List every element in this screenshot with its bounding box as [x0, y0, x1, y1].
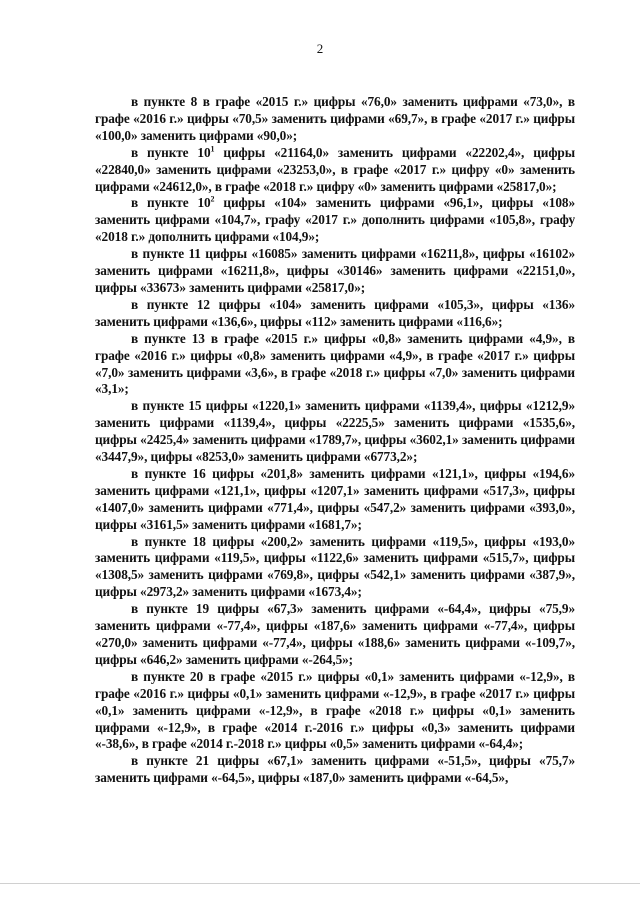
amendment-paragraph	[95, 94, 575, 145]
amendment-paragraph	[95, 466, 575, 534]
page-number: 2	[316, 41, 324, 56]
paragraph-text: в пункте 12 цифры «104» заменить цифрами «105,3», цифры «136» заменить цифрами «136,6», цифры «112» заменить цифрами «116,6»;	[95, 296, 575, 329]
paragraph-text: в пункте 21 цифры «67,1» заменить цифрами «-51,5», цифры «75,7» заменить цифрами «-64,5», цифры «187,0» заменить цифрами «-64,5»,	[95, 753, 575, 786]
paragraph-text-continued: цифры «21164,0» заменить цифрами «22202,4», цифры «22840,0» заменить цифрами «23253,0», в графе «2017 г.» цифру «0» заменить цифрами «24612,0», в графе «2018 г.» цифру «0» заменить цифрами «25817,0»;	[95, 144, 576, 194]
amendment-paragraph	[95, 297, 575, 331]
paragraph-text-continued: цифры «104» заменить цифрами «96,1», цифры «108» заменить цифрами «104,7», графу «2017 г.» дополнить цифрами «105,8», графу «2018 г.» дополнить цифрами «104,9»;	[95, 195, 575, 245]
paragraph-text: в пункте 18 цифры «200,2» заменить цифрами «119,5», цифры «193,0» заменить цифрами «119,5», цифры «1122,6» заменить цифрами «515,7», цифры «1308,5» заменить цифрами «769,8», цифры «542,1» заменить цифрами «387,9», цифры «2973,2» заменить цифрами «1673,4»;	[95, 533, 575, 600]
point-superscript: 2	[210, 195, 215, 205]
amendment-paragraph	[95, 669, 575, 754]
amendment-paragraph	[95, 534, 575, 602]
amendment-paragraph	[95, 195, 575, 246]
paragraph-text: в пункте 20 в графе «2015 г.» цифры «0,1» заменить цифрами «-12,9», в графе «2016 г.» цифры «0,1» заменить цифрами «-12,9», в графе «2017 г.» цифры «0,1» заменить цифрами «-12,9», в графе «2018 г.» цифры «0,1» заменить цифрами «-12,9», в графе «2014 г.-2016 г.» цифры «0,3» заменить цифрами «-38,6», в графе «2014 г.-2018 г.» цифры «0,5» заменить цифрами «-64,4»;	[95, 668, 575, 752]
page-bottom-edge	[0, 883, 640, 884]
paragraph-text: в пункте 19 цифры «67,3» заменить цифрами «-64,4», цифры «75,9» заменить цифрами «-77,4», цифры «187,6» заменить цифрами «-77,4», цифры «270,0» заменить цифрами «-77,4», цифры «188,6» заменить цифрами «-109,7», цифры «646,2» заменить цифрами «-264,5»;	[95, 601, 575, 667]
amendment-paragraph	[95, 246, 575, 297]
point-superscript: 1	[210, 144, 215, 154]
amendment-paragraph	[95, 331, 575, 399]
paragraph-text: в пункте 15 цифры «1220,1» заменить цифрами «1139,4», цифры «1212,9» заменить цифрами «1139,4», цифры «2225,5» заменить цифрами «1535,6», цифры «2425,4» заменить цифрами «1789,7», цифры «3602,1» заменить цифрами «3447,9», цифры «8253,0» заменить цифрами «6773,2»;	[95, 398, 575, 465]
amendment-paragraph	[95, 398, 575, 466]
paragraph-text: в пункте 10	[131, 195, 211, 211]
paragraph-text: в пункте 13 в графе «2015 г.» цифры «0,8» заменить цифрами «4,9», в графе «2016 г.» цифры «0,8» заменить цифрами «4,9», в графе «2017 г.» цифры «7,0» заменить цифрами «3,6», в графе «2018 г.» цифры «7,0» заменить цифрами «3,1»;	[95, 330, 575, 397]
paragraph-text: в пункте 10	[131, 144, 211, 160]
paragraph-text: в пункте 11 цифры «16085» заменить цифрами «16211,8», цифры «16102» заменить цифрами «16211,8», цифры «30146» заменить цифрами «22151,0», цифры «33673» заменить цифрами «25817,0»;	[95, 246, 575, 295]
paragraph-text: в пункте 16 цифры «201,8» заменить цифрами «121,1», цифры «194,6» заменить цифрами «121,1», цифры «1207,1» заменить цифрами «517,3», цифры «1407,0» заменить цифрами «771,4», цифры «547,2» заменить цифрами «393,0», цифры «3161,5» заменить цифрами «1681,7»;	[95, 465, 575, 532]
amendment-paragraph	[95, 753, 575, 787]
amendment-paragraph	[95, 145, 575, 196]
paragraph-text: в пункте 8 в графе «2015 г.» цифры «76,0» заменить цифрами «73,0», в графе «2016 г.» цифры «70,5» заменить цифрами «69,7», в графе «2017 г.» цифры «100,0» заменить цифрами «90,0»;	[95, 94, 575, 143]
document-body	[95, 94, 575, 787]
amendment-paragraph	[95, 601, 575, 669]
